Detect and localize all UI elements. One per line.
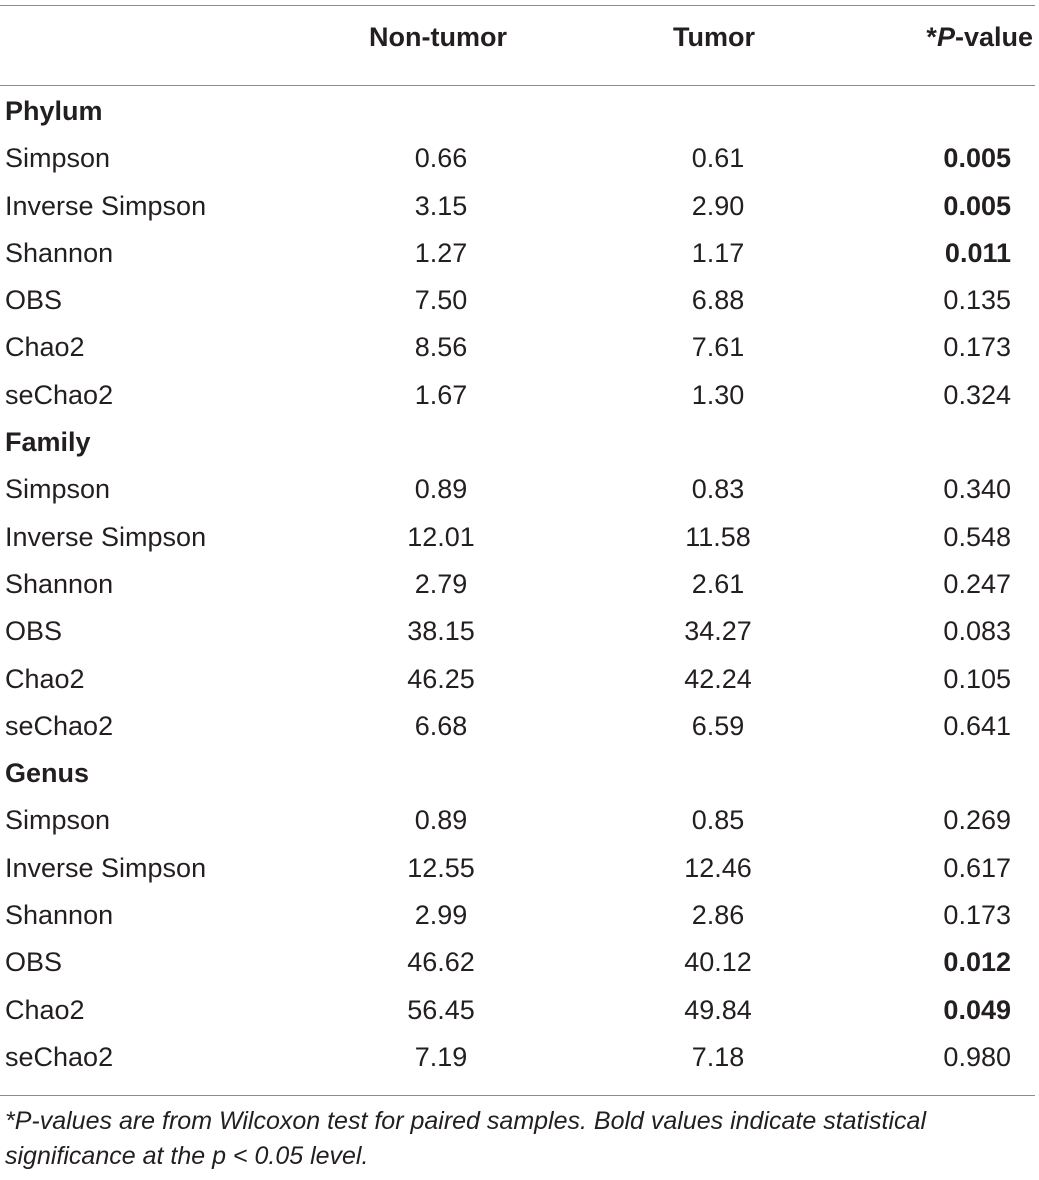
metric-label: seChao2 xyxy=(5,710,114,741)
section-header-row xyxy=(0,88,1039,135)
non-tumor-value: 56.45 xyxy=(407,994,475,1025)
tumor-value: 7.18 xyxy=(691,1041,745,1072)
non-tumor-value: 7.50 xyxy=(414,285,468,316)
section-label: Family xyxy=(5,427,91,458)
tumor-value: 2.86 xyxy=(691,900,745,931)
non-tumor-value: 1.67 xyxy=(414,379,468,410)
tumor-value: 40.12 xyxy=(684,947,752,978)
header-tumor: Tumor xyxy=(673,22,755,52)
p-value: 0.173 xyxy=(943,332,1011,363)
metric-label: Shannon xyxy=(5,568,114,599)
p-value: 0.340 xyxy=(943,474,1011,505)
section-header-row xyxy=(0,750,1039,797)
section-label: Phylum xyxy=(5,96,103,126)
header-bottom-rule xyxy=(0,85,1035,86)
tumor-value: 42.24 xyxy=(684,663,752,694)
non-tumor-value: 1.27 xyxy=(414,237,468,268)
table-row xyxy=(0,703,1039,750)
metric-label: Chao2 xyxy=(5,332,85,363)
table-row xyxy=(0,372,1039,419)
non-tumor-value: 12.55 xyxy=(407,852,475,883)
tumor-value: 49.84 xyxy=(684,994,752,1025)
non-tumor-value: 38.15 xyxy=(407,616,475,647)
tumor-value: 7.61 xyxy=(691,332,745,363)
table-top-rule xyxy=(0,5,1035,6)
p-value: 0.980 xyxy=(943,1041,1011,1072)
p-value: 0.269 xyxy=(943,805,1011,836)
metric-label: seChao2 xyxy=(5,379,114,410)
non-tumor-value: 12.01 xyxy=(407,521,475,552)
p-value: 0.324 xyxy=(943,379,1011,410)
p-value: 0.012 xyxy=(943,947,1011,978)
non-tumor-value: 7.19 xyxy=(414,1041,468,1072)
non-tumor-value: 3.15 xyxy=(414,190,468,221)
p-value: 0.173 xyxy=(943,900,1011,931)
p-value: 0.641 xyxy=(943,710,1011,741)
metric-label: Inverse Simpson xyxy=(5,190,207,221)
header-pvalue-italic: P xyxy=(936,22,955,52)
non-tumor-value: 46.62 xyxy=(407,947,475,978)
tumor-value: 0.85 xyxy=(691,805,745,836)
table-row xyxy=(0,135,1039,182)
tumor-value: 0.83 xyxy=(691,474,745,505)
non-tumor-value: 0.89 xyxy=(414,805,468,836)
non-tumor-value: 46.25 xyxy=(407,663,475,694)
p-value: 0.135 xyxy=(943,285,1011,316)
tumor-value: 1.17 xyxy=(691,237,745,268)
non-tumor-value: 2.79 xyxy=(414,568,468,599)
table-row xyxy=(0,656,1039,703)
table-row xyxy=(0,324,1039,371)
table-row xyxy=(0,892,1039,939)
metric-label: Simpson xyxy=(5,805,111,836)
p-value: 0.049 xyxy=(943,994,1011,1025)
non-tumor-value: 6.68 xyxy=(414,710,468,741)
table-row xyxy=(0,514,1039,561)
tumor-value: 34.27 xyxy=(684,616,752,647)
metric-label: Simpson xyxy=(5,474,111,505)
tumor-value: 6.59 xyxy=(691,710,745,741)
tumor-value: 2.90 xyxy=(691,190,745,221)
table-row xyxy=(0,561,1039,608)
table-row xyxy=(0,183,1039,230)
metric-label: OBS xyxy=(5,947,63,978)
footnote-line-1: *P-values are from Wilcoxon test for paired samples. Bold values indicate statistical xyxy=(5,1107,927,1135)
table-row xyxy=(0,987,1039,1034)
non-tumor-value: 0.89 xyxy=(414,474,468,505)
metric-label: Chao2 xyxy=(5,994,85,1025)
table-row xyxy=(0,797,1039,844)
footnote-line-2: significance at the p < 0.05 level. xyxy=(5,1142,369,1170)
p-value: 0.617 xyxy=(943,852,1011,883)
tumor-value: 0.61 xyxy=(691,143,745,174)
p-value: 0.083 xyxy=(943,616,1011,647)
header-pvalue-suffix: -value xyxy=(954,22,1033,52)
p-value: 0.011 xyxy=(944,237,1011,268)
table-bottom-rule xyxy=(0,1095,1035,1096)
metric-label: Inverse Simpson xyxy=(5,852,207,883)
table-row xyxy=(0,230,1039,277)
table-row xyxy=(0,1034,1039,1081)
table-row xyxy=(0,939,1039,986)
table-row xyxy=(0,466,1039,513)
header-non-tumor: Non-tumor xyxy=(369,22,507,52)
metric-label: Shannon xyxy=(5,237,114,268)
table-body xyxy=(0,88,1039,1081)
p-value: 0.105 xyxy=(943,663,1011,694)
table-header xyxy=(0,22,1039,62)
metric-label: seChao2 xyxy=(5,1041,114,1072)
metric-label: Simpson xyxy=(5,143,111,174)
non-tumor-value: 2.99 xyxy=(414,900,468,931)
table-footnote xyxy=(5,1104,1037,1174)
tumor-value: 12.46 xyxy=(684,852,752,883)
table-row xyxy=(0,608,1039,655)
p-value: 0.548 xyxy=(943,521,1011,552)
metric-label: Shannon xyxy=(5,900,114,931)
p-value: 0.005 xyxy=(943,143,1011,174)
section-label: Genus xyxy=(5,758,90,789)
tumor-value: 6.88 xyxy=(691,285,745,316)
metric-label: OBS xyxy=(5,616,63,647)
p-value: 0.005 xyxy=(943,190,1011,221)
metric-label: Inverse Simpson xyxy=(5,521,207,552)
metric-label: OBS xyxy=(5,285,63,316)
table-row xyxy=(0,277,1039,324)
tumor-value: 1.30 xyxy=(691,379,745,410)
tumor-value: 11.58 xyxy=(685,521,751,552)
p-value: 0.247 xyxy=(943,568,1011,599)
header-pvalue xyxy=(926,22,1033,53)
header-pvalue-prefix: * xyxy=(926,22,937,52)
non-tumor-value: 0.66 xyxy=(414,143,468,174)
metric-label: Chao2 xyxy=(5,663,85,694)
table-row xyxy=(0,845,1039,892)
section-header-row xyxy=(0,419,1039,466)
non-tumor-value: 8.56 xyxy=(414,332,468,363)
tumor-value: 2.61 xyxy=(691,568,745,599)
